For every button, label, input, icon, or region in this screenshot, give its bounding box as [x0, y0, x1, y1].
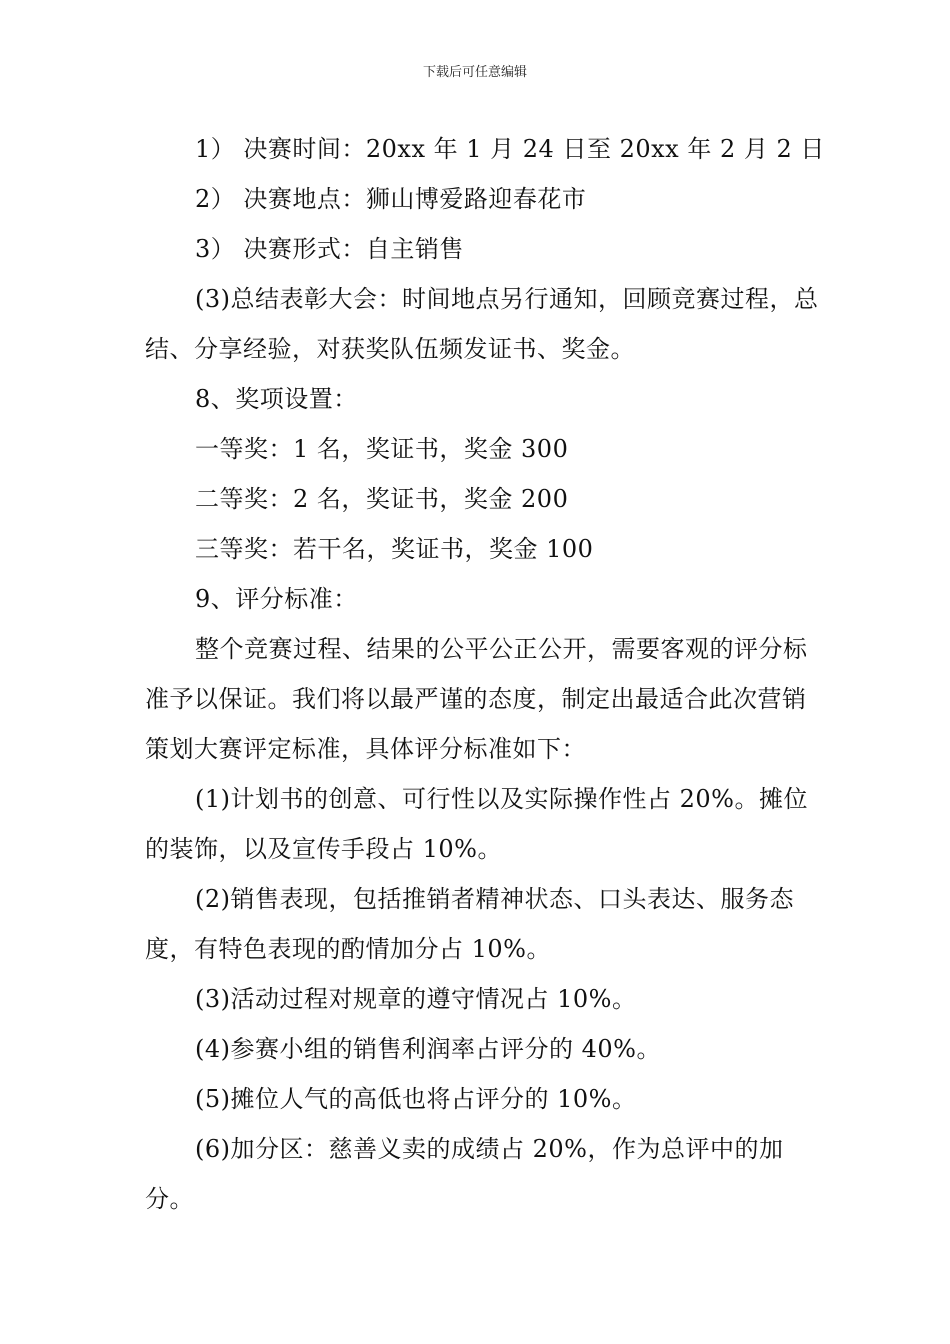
- document-body: [145, 124, 825, 1224]
- paragraph-criterion-1: (1)计划书的创意、可行性以及实际操作性占 20%。摊位的装饰，以及宣传手段占 10%。: [145, 785, 808, 863]
- paragraph-summary-meeting: (3)总结表彰大会：时间地点另行通知，回顾竞赛过程，总结、分享经验，对获奖队伍频发证书、奖金。: [145, 285, 819, 363]
- paragraph-criterion-5: (5)摊位人气的高低也将占评分的 10%。: [195, 1085, 637, 1113]
- page-header-note: 下载后可任意编辑: [422, 65, 527, 80]
- paragraph-scoring-heading: 9、评分标准：: [195, 585, 358, 613]
- paragraph-criterion-4: (4)参赛小组的销售利润率占评分的 40%。: [195, 1035, 661, 1063]
- paragraph-criterion-2: (2)销售表现，包括推销者精神状态、口头表达、服务态度，有特色表现的酌情加分占 10%。: [145, 885, 794, 963]
- paragraph-criterion-6: (6)加分区：慈善义卖的成绩占 20%，作为总评中的加分。: [145, 1135, 784, 1213]
- paragraph-first-prize: 一等奖：1 名，奖证书，奖金 300: [195, 435, 569, 463]
- paragraph-second-prize: 二等奖：2 名，奖证书，奖金 200: [195, 485, 569, 513]
- paragraph-final-time: 1） 决赛时间：20xx 年 1 月 24 日至 20xx 年 2 月 2 日: [195, 135, 825, 163]
- paragraph-scoring-intro: 整个竞赛过程、结果的公平公正公开，需要客观的评分标准予以保证。我们将以最严谨的态度，制定出最适合此次营销策划大赛评定标准，具体评分标准如下：: [145, 635, 808, 763]
- paragraph-criterion-3: (3)活动过程对规章的遵守情况占 10%。: [195, 985, 637, 1013]
- paragraph-final-format: 3） 决赛形式：自主销售: [195, 235, 464, 263]
- paragraph-final-location: 2） 决赛地点：狮山博爱路迎春花市: [195, 185, 587, 213]
- paragraph-third-prize: 三等奖：若干名，奖证书，奖金 100: [195, 535, 594, 563]
- paragraph-awards-heading: 8、奖项设置：: [195, 385, 358, 413]
